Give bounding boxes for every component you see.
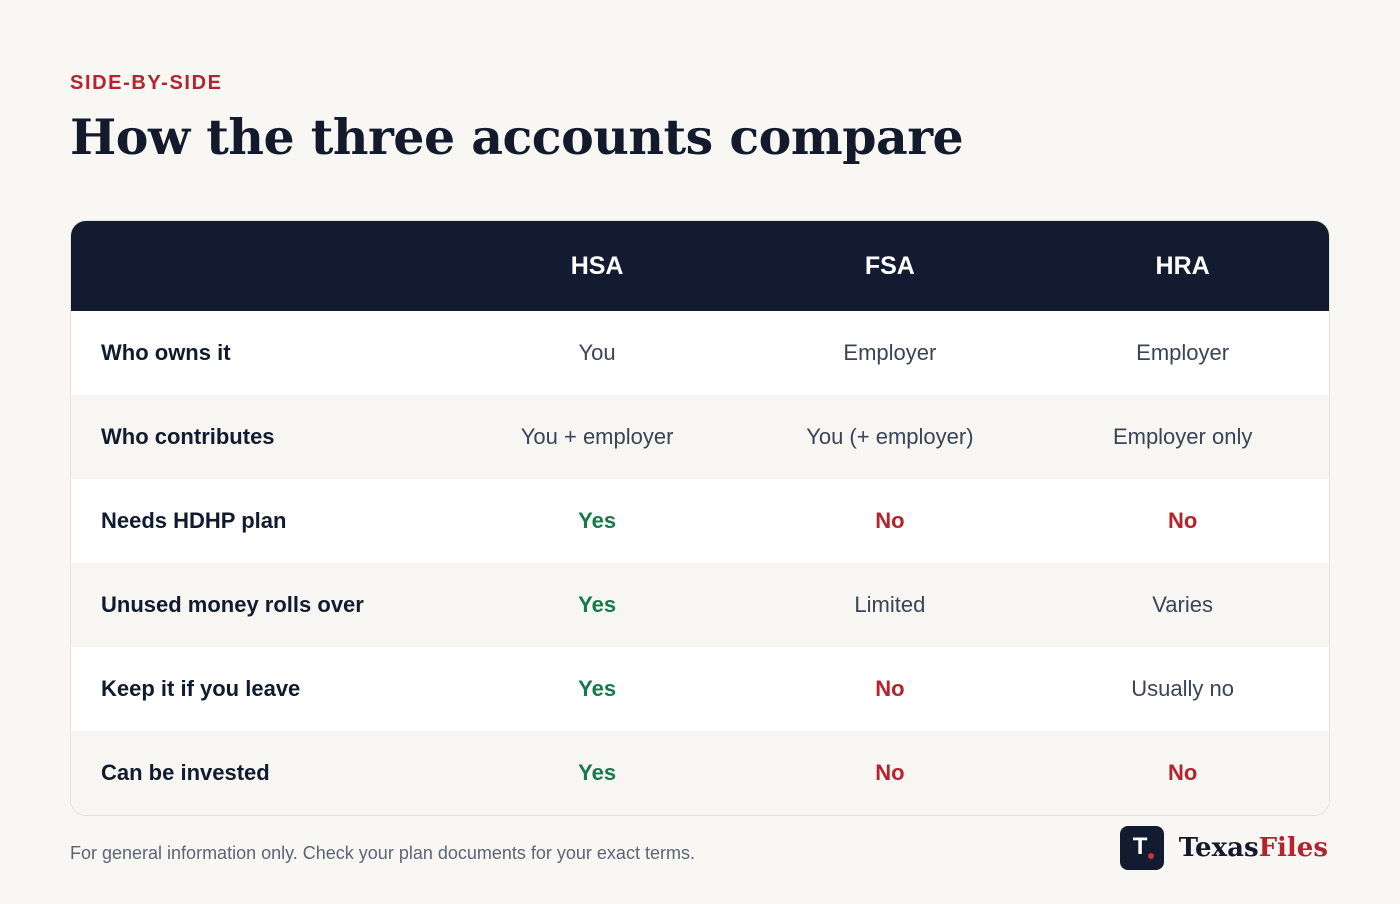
cell-hsa: You xyxy=(578,340,616,365)
cell-hra: No xyxy=(1167,760,1198,785)
cell-hsa: Yes xyxy=(578,508,617,533)
cell-fsa: No xyxy=(875,508,905,533)
column-header-fsa: FSA xyxy=(864,251,915,280)
cell-fsa: No xyxy=(875,676,905,701)
cell-hsa: Yes xyxy=(578,676,617,701)
column-header-hsa: HSA xyxy=(570,251,624,280)
eyebrow: SIDE-BY-SIDE xyxy=(70,72,223,94)
cell-hra: No xyxy=(1167,508,1198,533)
cell-hra: Employer only xyxy=(1112,424,1253,449)
logo-dot xyxy=(1148,853,1154,859)
brand-wordmark xyxy=(1179,833,1328,863)
cell-hra: Usually no xyxy=(1131,676,1234,701)
row-label: Unused money rolls over xyxy=(101,592,364,617)
table-row xyxy=(71,731,1329,815)
logo-mark-icon xyxy=(1120,826,1164,870)
brand-name-part2: Files xyxy=(1258,833,1328,863)
table-row xyxy=(71,563,1329,647)
cell-hsa: Yes xyxy=(578,760,617,785)
column-header-hra: HRA xyxy=(1155,251,1210,280)
comparison-table xyxy=(70,220,1330,816)
footnote: For general information only. Check your plan documents for your exact terms. xyxy=(70,843,695,863)
row-label: Keep it if you leave xyxy=(101,676,301,701)
row-label: Who owns it xyxy=(101,340,231,365)
row-label: Needs HDHP plan xyxy=(101,508,287,533)
cell-hsa: You + employer xyxy=(520,424,674,449)
cell-fsa: You (+ employer) xyxy=(806,424,974,449)
cell-fsa: No xyxy=(875,760,905,785)
cell-hsa: Yes xyxy=(578,592,617,617)
cell-fsa: Limited xyxy=(854,592,926,617)
table-header xyxy=(71,221,1329,311)
brand-logo xyxy=(1120,826,1328,870)
page-title: How the three accounts compare xyxy=(70,108,964,166)
row-label: Who contributes xyxy=(101,424,275,449)
cell-hra: Employer xyxy=(1136,340,1230,365)
table-row xyxy=(71,311,1329,395)
row-label: Can be invested xyxy=(101,760,270,785)
table-row xyxy=(71,647,1329,731)
cell-fsa: Employer xyxy=(843,340,937,365)
logo-letter: T xyxy=(1132,833,1148,860)
brand-name-part1: Texas xyxy=(1178,833,1259,863)
table-body xyxy=(71,311,1329,815)
table-row xyxy=(71,479,1329,563)
cell-hra: Varies xyxy=(1152,592,1213,617)
table-row xyxy=(71,395,1329,479)
